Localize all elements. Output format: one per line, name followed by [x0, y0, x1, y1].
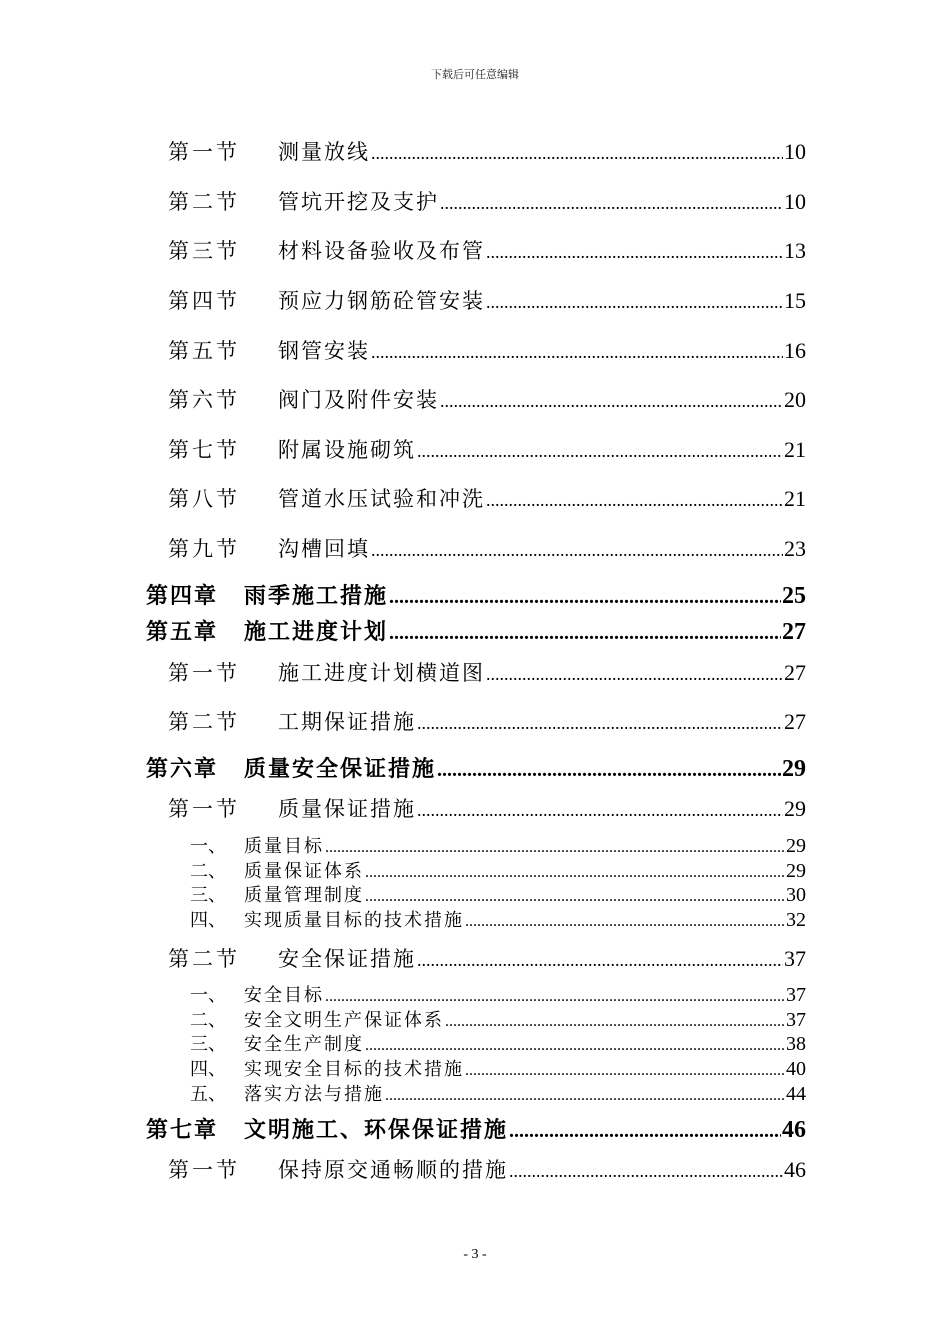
toc-entry-number: 第六节 — [168, 388, 240, 412]
toc-chapter-entry[interactable] — [146, 752, 806, 783]
toc-item-number: 四、 — [190, 1059, 226, 1080]
toc-entry-number: 第一节 — [168, 797, 240, 821]
toc-item-number: 三、 — [190, 1034, 226, 1055]
toc-entry-page: 13 — [784, 238, 806, 263]
toc-entry[interactable] — [168, 483, 806, 513]
toc-leader-dots — [417, 713, 783, 734]
toc-item-number: 二、 — [190, 861, 226, 882]
toc-entry-title: 工期保证措施 — [278, 710, 416, 734]
toc-entry-title: 管坑开挖及支护 — [278, 190, 439, 214]
toc-entry-page: 10 — [784, 139, 806, 164]
toc-entry-title: 钢管安装 — [278, 339, 370, 363]
toc-entry[interactable] — [168, 235, 806, 265]
toc-leader-dots — [509, 1120, 781, 1143]
toc-item-title: 安全文明生产保证体系 — [244, 1010, 444, 1031]
toc-item-page: 30 — [786, 884, 806, 906]
toc-item-page: 29 — [786, 860, 806, 882]
toc-entry[interactable] — [168, 706, 806, 736]
toc-item-entry[interactable] — [190, 857, 806, 883]
toc-item-page: 38 — [786, 1033, 806, 1055]
toc-entry-number: 第二节 — [168, 947, 240, 971]
toc-entry-number: 第一节 — [168, 140, 240, 164]
toc-entry-title: 沟槽回填 — [278, 537, 370, 561]
toc-chapter-title: 质量安全保证措施 — [244, 756, 437, 782]
toc-entry[interactable] — [168, 943, 806, 973]
toc-leader-dots — [486, 490, 783, 511]
toc-chapter-number: 第四章 — [146, 583, 219, 609]
toc-leader-dots — [371, 143, 783, 164]
toc-entry-title: 安全保证措施 — [278, 947, 416, 971]
toc-item-title: 质量目标 — [244, 836, 324, 857]
toc-chapter-entry[interactable] — [146, 1113, 806, 1144]
toc-leader-dots — [371, 342, 783, 363]
toc-leader-dots — [509, 1161, 783, 1182]
toc-entry-page: 10 — [784, 189, 806, 214]
toc-item-page: 32 — [786, 909, 806, 931]
toc-chapter-number: 第五章 — [146, 619, 219, 645]
toc-item-number: 二、 — [190, 1010, 226, 1031]
toc-item-entry[interactable] — [190, 881, 806, 907]
toc-entry-number: 第一节 — [168, 661, 240, 685]
toc-leader-dots — [389, 622, 781, 645]
toc-leader-dots — [486, 242, 783, 263]
toc-entry-page: 46 — [784, 1157, 806, 1182]
toc-entry-number: 第三节 — [168, 239, 240, 263]
toc-item-number: 一、 — [190, 985, 226, 1006]
toc-entry-number: 第二节 — [168, 190, 240, 214]
page-header: 下载后可任意编辑 — [431, 68, 519, 81]
toc-entry-title: 施工进度计划横道图 — [278, 661, 485, 685]
toc-entry-title: 管道水压试验和冲洗 — [278, 487, 485, 511]
toc-leader-dots — [365, 1037, 785, 1055]
toc-entry-number: 第二节 — [168, 710, 240, 734]
toc-entry[interactable] — [168, 434, 806, 464]
toc-entry[interactable] — [168, 1154, 806, 1184]
toc-leader-dots — [371, 540, 783, 561]
toc-entry-number: 第九节 — [168, 537, 240, 561]
toc-chapter-entry[interactable] — [146, 579, 806, 610]
toc-item-number: 三、 — [190, 885, 226, 906]
toc-item-page: 40 — [786, 1058, 806, 1080]
toc-item-page: 37 — [786, 1009, 806, 1031]
toc-entry[interactable] — [168, 384, 806, 414]
toc-item-title: 安全目标 — [244, 985, 324, 1006]
toc-entry[interactable] — [168, 657, 806, 687]
toc-leader-dots — [365, 864, 785, 882]
toc-leader-dots — [365, 888, 785, 906]
toc-chapter-entry[interactable] — [146, 615, 806, 646]
toc-entry-title: 预应力钢筋砼管安装 — [278, 289, 485, 313]
toc-entry-number: 第四节 — [168, 289, 240, 313]
toc-leader-dots — [325, 839, 785, 857]
toc-entry-page: 23 — [784, 536, 806, 561]
toc-item-page: 44 — [786, 1083, 806, 1105]
toc-leader-dots — [417, 441, 783, 462]
toc-chapter-title: 施工进度计划 — [244, 619, 389, 645]
toc-item-entry[interactable] — [190, 1055, 806, 1081]
toc-leader-dots — [486, 292, 783, 313]
toc-leader-dots — [385, 1087, 785, 1105]
toc-entry-page: 21 — [784, 437, 806, 462]
toc-entry[interactable] — [168, 533, 806, 563]
toc-item-entry[interactable] — [190, 1006, 806, 1032]
toc-item-number: 一、 — [190, 836, 226, 857]
toc-entry-page: 21 — [784, 486, 806, 511]
toc-leader-dots — [417, 800, 783, 821]
toc-leader-dots — [417, 950, 783, 971]
toc-item-number: 四、 — [190, 910, 226, 931]
page-number: - 3 - — [463, 1247, 487, 1262]
toc-leader-dots — [437, 759, 781, 782]
toc-item-entry[interactable] — [190, 832, 806, 858]
toc-entry-page: 27 — [784, 660, 806, 685]
toc-entry-page: 37 — [784, 946, 806, 971]
toc-leader-dots — [445, 1013, 785, 1031]
toc-entry-title: 材料设备验收及布管 — [278, 239, 485, 263]
toc-item-title: 实现安全目标的技术措施 — [244, 1059, 464, 1080]
toc-chapter-title: 文明施工、环保保证措施 — [244, 1117, 509, 1143]
toc-chapter-title: 雨季施工措施 — [244, 583, 389, 609]
toc-entry-number: 第一节 — [168, 1158, 240, 1182]
toc-entry-title: 保持原交通畅顺的措施 — [278, 1158, 508, 1182]
toc-entry-page: 15 — [784, 288, 806, 313]
toc-entry[interactable] — [168, 335, 806, 365]
toc-entry-page: 27 — [784, 709, 806, 734]
toc-entry-title: 附属设施砌筑 — [278, 438, 416, 462]
toc-entry-title: 质量保证措施 — [278, 797, 416, 821]
toc-item-title: 质量保证体系 — [244, 861, 364, 882]
toc-item-page: 37 — [786, 984, 806, 1006]
toc-item-number: 五、 — [190, 1084, 226, 1105]
toc-item-title: 落实方法与措施 — [244, 1084, 384, 1105]
toc-entry-title: 测量放线 — [278, 140, 370, 164]
toc-leader-dots — [486, 664, 783, 685]
toc-entry[interactable] — [168, 186, 806, 216]
toc-entry[interactable] — [168, 285, 806, 315]
toc-chapter-page: 27 — [782, 619, 806, 645]
toc-chapter-page: 46 — [782, 1117, 806, 1143]
toc-entry-title: 阀门及附件安装 — [278, 388, 439, 412]
toc-leader-dots — [465, 913, 785, 931]
toc-item-entry[interactable] — [190, 1080, 806, 1106]
toc-item-entry[interactable] — [190, 1030, 806, 1056]
toc-leader-dots — [389, 586, 781, 609]
toc-leader-dots — [465, 1062, 785, 1080]
toc-chapter-page: 25 — [782, 583, 806, 609]
toc-chapter-number: 第七章 — [146, 1117, 219, 1143]
toc-item-title: 质量管理制度 — [244, 885, 364, 906]
toc-entry[interactable] — [168, 136, 806, 166]
toc-leader-dots — [440, 391, 783, 412]
toc-entry[interactable] — [168, 793, 806, 823]
toc-chapter-number: 第六章 — [146, 756, 219, 782]
toc-leader-dots — [440, 193, 783, 214]
toc-item-title: 安全生产制度 — [244, 1034, 364, 1055]
toc-entry-number: 第五节 — [168, 339, 240, 363]
toc-entry-number: 第八节 — [168, 487, 240, 511]
toc-entry-page: 20 — [784, 387, 806, 412]
toc-item-page: 29 — [786, 835, 806, 857]
toc-entry-page: 29 — [784, 796, 806, 821]
toc-entry-number: 第七节 — [168, 438, 240, 462]
toc-chapter-page: 29 — [782, 756, 806, 782]
toc-item-title: 实现质量目标的技术措施 — [244, 910, 464, 931]
toc-entry-page: 16 — [784, 338, 806, 363]
toc-item-entry[interactable] — [190, 981, 806, 1007]
toc-leader-dots — [325, 988, 785, 1006]
toc-item-entry[interactable] — [190, 906, 806, 932]
